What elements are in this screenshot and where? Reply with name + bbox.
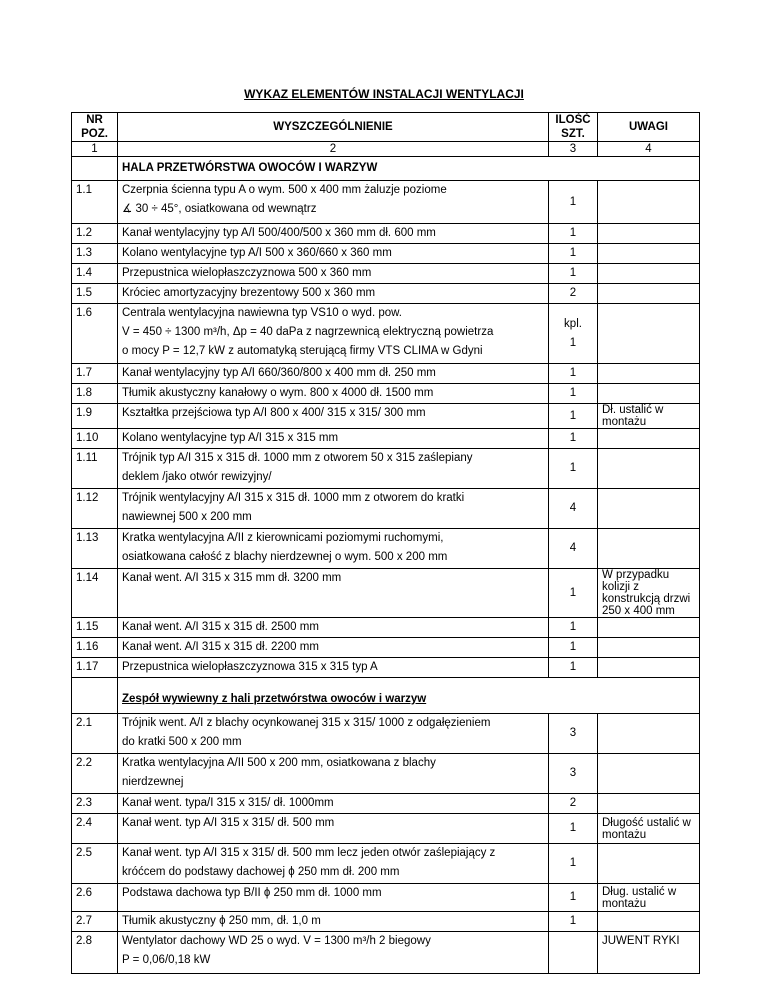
table-row: 1.5 Króciec amortyzacyjny brezentowy 500 x 360 mm 2	[72, 284, 700, 304]
table-row: 2.1 Trójnik went. A/I z blachy ocynkowanej 315 x 315/ 1000 z odgałęzieniem do kratki 500 x 200 mm 3	[72, 714, 700, 754]
header-number-row	[72, 142, 700, 157]
table-row: 1.8 Tłumik akustyczny kanałowy o wym. 800 x 4000 dł. 1500 mm 1	[72, 384, 700, 404]
header-nr: NR POZ.	[72, 113, 118, 142]
header-notes: UWAGI	[598, 113, 700, 142]
header-row	[72, 113, 700, 142]
table-row: 1.16 Kanał went. A/I 315 x 315 dł. 2200 mm 1	[72, 638, 700, 658]
elements-table	[71, 112, 700, 974]
section-row	[72, 678, 700, 714]
table-row: 2.8 Wentylator dachowy WD 25 o wyd. V = 1300 m³/h 2 biegowy P = 0,06/0,18 kW JUWENT RYKI	[72, 932, 700, 974]
table-row: 2.6 Podstawa dachowa typ B/II ϕ 250 mm dł. 1000 mm 1 Dług. ustalić w montażu	[72, 884, 700, 912]
table-row: 1.6 Centrala wentylacyjna nawiewna typ VS10 o wyd. pow. V = 450 ÷ 1300 m³/h, Δp = 40 daPa z nagrzewnicą elektryczną powietrza o mocy P = 12,7 kW z automatyką sterującą firmy VTS CLIMA w Gdyni kpl. 1	[72, 304, 700, 364]
section-title: HALA PRZETWÓRSTWA OWOCÓW I WARZYW	[118, 157, 700, 181]
table-row: 1.12 Trójnik wentylacyjny A/I 315 x 315 dł. 1000 mm z otworem do kratki nawiewnej 500 x 200 mm 4	[72, 489, 700, 529]
table-row: 2.3 Kanał went. typa/I 315 x 315/ dł. 1000mm 2	[72, 794, 700, 814]
table-row: 2.4 Kanał went. typ A/I 315 x 315/ dł. 500 mm 1 Długość ustalić w montażu	[72, 814, 700, 844]
table-row: 1.9 Kształtka przejściowa typ A/I 800 x 400/ 315 x 315/ 300 mm 1 Dł. ustalić w montażu	[72, 404, 700, 429]
table-row: 2.7 Tłumik akustyczny ϕ 250 mm, dł. 1,0 m 1	[72, 912, 700, 932]
header-qty: ILOŚĆ SZT.	[549, 113, 598, 142]
table-row: 1.2 Kanał wentylacyjny typ A/I 500/400/500 x 360 mm dł. 600 mm 1	[72, 224, 700, 244]
table-row: 1.17 Przepustnica wielopłaszczyznowa 315 x 315 typ A 1	[72, 658, 700, 678]
document-title: WYKAZ ELEMENTÓW INSTALACJI WENTYLACJI	[244, 87, 524, 101]
section-row	[72, 157, 700, 181]
table-row: 2.5 Kanał went. typ A/I 315 x 315/ dł. 500 mm lecz jeden otwór zaślepiający z króćcem do podstawy dachowej ϕ 250 mm dł. 200 mm 1	[72, 844, 700, 884]
header-num-4: 4	[598, 142, 700, 157]
header-num-3: 3	[549, 142, 598, 157]
header-num-2: 2	[118, 142, 549, 157]
table-row: 1.10 Kolano wentylacyjne typ A/I 315 x 315 mm 1	[72, 429, 700, 449]
table-row: 1.15 Kanał went. A/I 315 x 315 dł. 2500 mm 1	[72, 618, 700, 638]
header-num-1: 1	[72, 142, 118, 157]
table-row: 1.11 Trójnik typ A/I 315 x 315 dł. 1000 mm z otworem 50 x 315 zaślepiany deklem /jako otwór rewizyjny/ 1	[72, 449, 700, 489]
section-title: Zespół wywiewny z hali przetwórstwa owoców i warzyw	[118, 678, 700, 714]
table-row: 1.7 Kanał wentylacyjny typ A/I 660/360/800 x 400 mm dł. 250 mm 1	[72, 364, 700, 384]
table-row: 1.1 Czerpnia ścienna typu A o wym. 500 x 400 mm żaluzje poziome ∡ 30 ÷ 45°, osiatkowana od wewnątrz 1	[72, 181, 700, 224]
table-row: 2.2 Kratka wentylacyjna A/II 500 x 200 mm, osiatkowana z blachy nierdzewnej 3	[72, 754, 700, 794]
table-row: 1.3 Kolano wentylacyjne typ A/I 500 x 360/660 x 360 mm 1	[72, 244, 700, 264]
table-row: 1.14 Kanał went. A/I 315 x 315 mm dł. 3200 mm 1 W przypadku kolizji z konstrukcją drzwi 250 x 400 mm	[72, 569, 700, 618]
header-desc: WYSZCZEGÓLNIENIE	[118, 113, 549, 142]
table-row: 1.13 Kratka wentylacyjna A/II z kierownicami poziomymi ruchomymi, osiatkowana całość z blachy nierdzewnej o wym. 500 x 200 mm 4	[72, 529, 700, 569]
table-row: 1.4 Przepustnica wielopłaszczyznowa 500 x 360 mm 1	[72, 264, 700, 284]
